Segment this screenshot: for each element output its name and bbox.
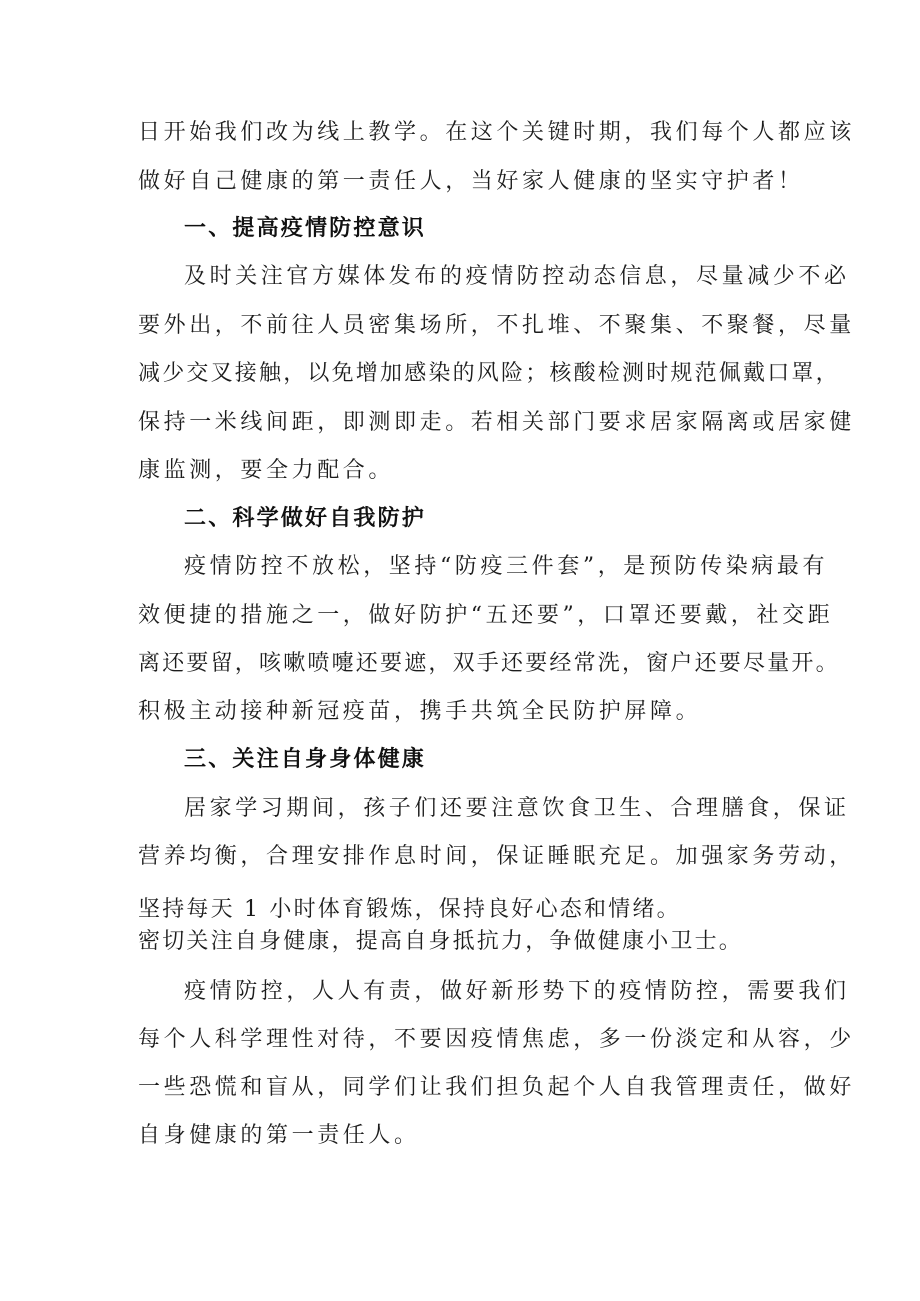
closing-line-4: 自身健康的第一责任人。 [138, 1123, 420, 1148]
closing-line-2: 每个人科学理性对待，不要因疫情焦虑，多一份淡定和从容，少 [138, 1027, 855, 1052]
section-1-line-3: 减少交叉接触，以免增加感染的风险；核酸检测时规范佩戴口罩， [138, 361, 840, 386]
section-3-line-3: 坚持每天 1 小时体育锻炼，保持良好心态和情绪。 [138, 897, 681, 922]
section-1-line-1: 及时关注官方媒体发布的疫情防控动态信息，尽量减少不必 [184, 264, 850, 289]
intro-line-1: 日开始我们改为线上教学。在这个关键时期，我们每个人都应该 [138, 120, 855, 145]
section-heading-1: 一、提高疫情防控意识 [184, 216, 427, 241]
section-2-line-2: 效便捷的措施之一，做好防护“五还要”，口罩还要戴，社交距 [138, 603, 834, 628]
section-heading-3: 三、关注自身身体健康 [184, 747, 427, 772]
section-2-line-1: 疫情防控不放松，坚持“防疫三件套”，是预防传染病最有 [184, 554, 829, 579]
section-2-line-3: 离还要留，咳嗽喷嚏还要遮，双手还要经常洗，窗户还要尽量开。 [138, 651, 840, 676]
section-3-line-1: 居家学习期间，孩子们还要注意饮食卫生、合理膳食，保证 [184, 796, 850, 821]
section-2-line-4: 积极主动接种新冠疫苗，携手共筑全民防护屏障。 [138, 699, 702, 724]
closing-line-3: 一些恐慌和盲从，同学们让我们担负起个人自我管理责任，做好 [138, 1075, 855, 1100]
closing-line-1: 疫情防控，人人有责，做好新形势下的疫情防控，需要我们 [184, 979, 850, 1004]
section-heading-2: 二、科学做好自我防护 [184, 506, 427, 531]
section-1-line-4: 保持一米线间距，即测即走。若相关部门要求居家隔离或居家健 [138, 410, 855, 435]
section-1-line-2: 要外出，不前往人员密集场所，不扎堆、不聚集、不聚餐，尽量 [138, 313, 855, 338]
intro-line-2: 做好自己健康的第一责任人，当好家人健康的坚实守护者！ [138, 169, 804, 194]
section-3-line-2: 营养均衡，合理安排作息时间，保证睡眠充足。加强家务劳动， [138, 844, 855, 869]
section-1-line-5: 康监测，要全力配合。 [138, 458, 395, 483]
section-3-line-4: 密切关注自身健康，提高自身抵抗力，争做健康小卫士。 [138, 929, 744, 954]
